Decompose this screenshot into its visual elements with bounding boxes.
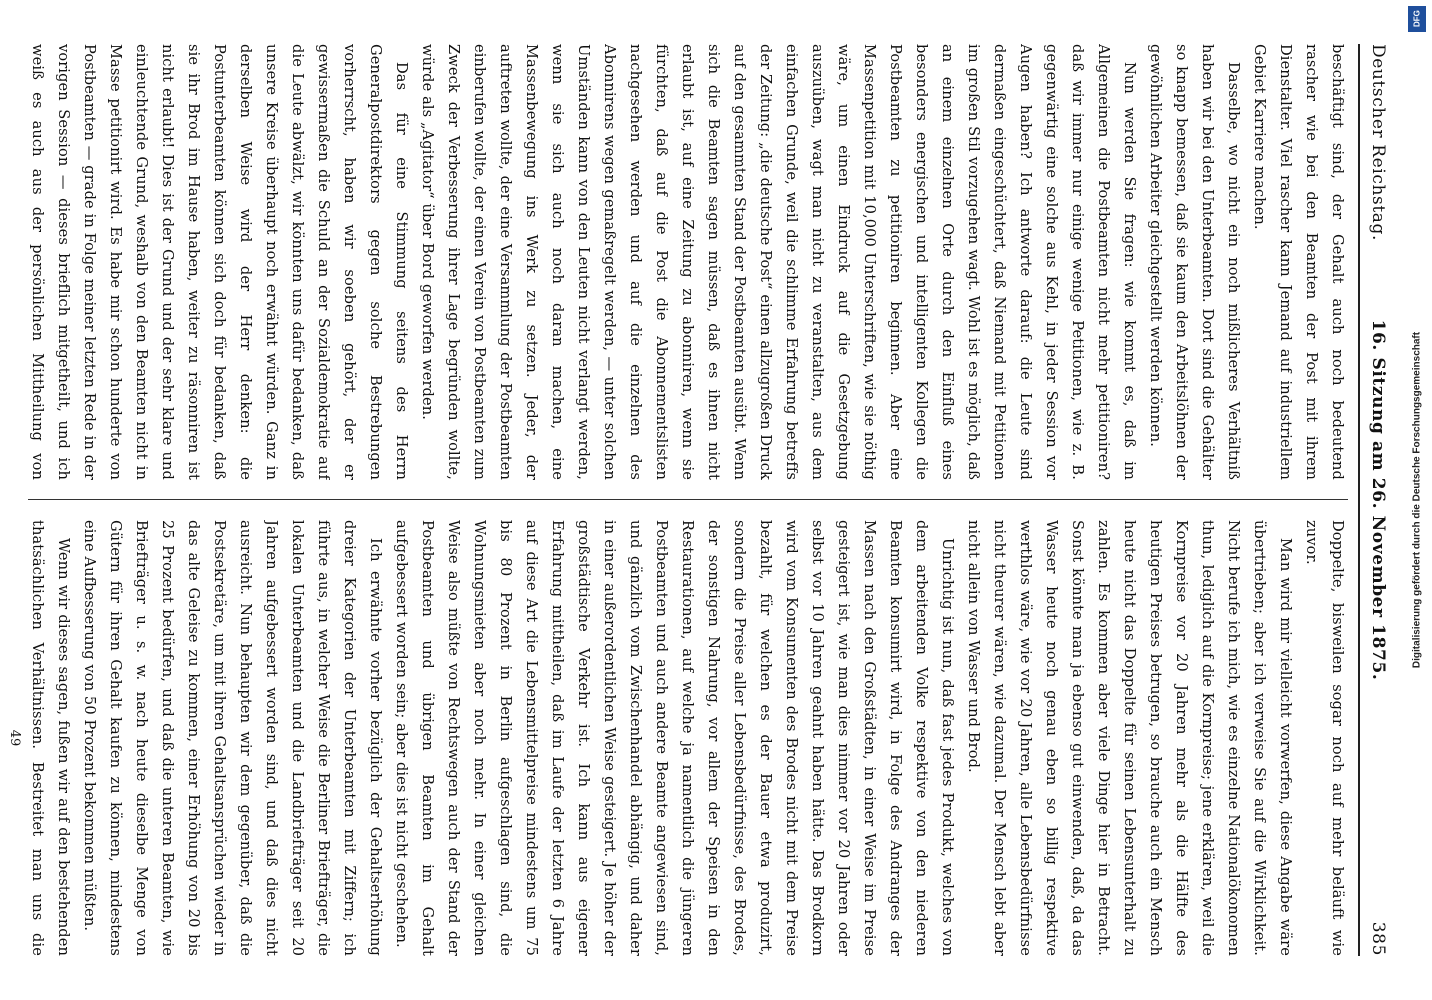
paragraph: Dasselbe, wo nicht ein noch mißlicheres Verhältniß haben wir bei den Unterbeamten. Dort sind die Gehälter so knapp bemessen, daß sie kaum den Arbeitslöhnen der gewöhnlichen Arbeiter gleichgestellt werden können. [1147, 44, 1242, 480]
paragraph: Doppelte, bisweilen sogar noch auf mehr beläuft wie zuvor. [1303, 520, 1346, 956]
header-session-title: 16. Sitzung am 26. November 1875. [1368, 319, 1388, 681]
dfg-logo: DFG [1408, 6, 1426, 32]
text-column-left [20, 44, 1350, 480]
paragraph: Unrichtig ist nun, daß fast jedes Produkt, welches von dem arbeitenden Volke respektive von den niederen Beamten konsumirt wird, in Folge des Andranges der Massen nach den Großstädten, in einer Weise im Preise gesteigert ist, wie man dies nimmer vor 20 Jahren oder selbst vor 10 Jahren geahnt haben hätte. Das Brodkorn wird vom Konsumenten des Brodes nicht mit dem Preise bezahlt, für welchen es der Bauer etwa produzirt, sondern die Preise aller Lebensbedürfnisse, des Brodes, der sonstigen Nahrung, vor allem der Speisen in den Restaurationen, auf welche ja namentlich die jüngeren Postbeamten und auch andere Beamte angewiesen sind, und gänzlich vom Zwischenhandel abhängig, und daher in einer außerordentlichen Weise gesteigert. Je höher der großstädtische Verkehr ist. Ich kann aus eigener Erfahrung mittheilen, daß im Laufe der letzten 6 Jahre auf diese Art die Lebensmittelpreise mindestens um 75 bis 80 Prozent in Berlin aufgeschlagen sind, die Wohnungsmieten aber noch mehr. In einer gleichen Weise also müßte von Rechtswegen auch der Stand der Postbeamten und übrigen Beamten im Gehalt aufgebessert worden sein; aber dies ist nicht geschehen. [393, 520, 956, 956]
paragraph: beschäftigt sind, der Gehalt auch noch bedeutend rascher wie bei den Beamten der Post mit ihrem Dienstalter. Viel rascher kann Jemand auf industriellem Gebiet Karriere machen. [1251, 44, 1346, 480]
credit-text: Digitalisierung gefördert durch die Deutsche Forschungsgemeinschaft [1411, 331, 1423, 669]
header-left-title: Deutscher Reichstag. [1368, 44, 1388, 241]
paragraph: Ich erwähnte vorher bezüglich der Gehaltserhöhung dreier Kategorien der Unterbeamten mit Ziffern; ich führte aus, in welcher Weise die Berliner Briefträger, die lokalen Unterbeamten und die Landbriefträger seit 20 Jahren aufgebessert worden sind, und daß dies nicht ausreicht. Nun behaupten wir dem gegenüber, daß die Postsekretäre, um mit ihren Gehaltsansprüchen wieder in das alte Geleise zu kommen, einer Erhöhung von 20 bis 25 Prozent bedürfen, und daß die unteren Beamten, wie Briefträger u. s. w. nach heute dieselbe Menge von Gütern für ihren Gehalt kaufen zu können, mindestens eine Aufbesserung von 50 Prozent bekommen müßten. [81, 520, 384, 956]
text-column-right [20, 520, 1350, 956]
page-number: 385 [1368, 921, 1388, 956]
signature-mark: 49 [7, 729, 22, 747]
paragraph: Man wird mir vielleicht vorwerfen, diese Angabe wäre übertrieben; aber ich verweise Sie auf die Wirklichkeit. Nicht berufe ich mich, wie es einzelne Nationalökonomen thun, lediglich auf die Kornpreise; jene erklären, weil die Kornpreise vor 20 Jahren mehr als die Hälfte des heutigen Preises betrugen, so brauche auch ein Mensch heute nicht das Doppelte für seinen Lebensunterhalt zu zahlen. Es kommen aber viele Dinge hier in Betracht. Sonst könnte man ja ebenso gut einwenden, daß, da das Wasser heute noch genau eben so billig respektive werthlos wäre, wie vor 20 Jahren, alle Lebensbedürfnisse nicht theurer wären, wie dazumal. Der Mensch lebt aber nicht allein von Wasser und Brod. [965, 520, 1294, 956]
paragraph: Wenn wir dieses sagen, fußen wir auf den bestehenden thatsächlichen Verhältnissen. Bestreitet man uns die [29, 520, 72, 956]
column-divider [28, 499, 1348, 500]
page-header [1358, 44, 1394, 956]
paragraph: Nun werden Sie fragen: wie kommt es, daß im Allgemeinen die Postbeamten nicht mehr petitioniren? daß wir immer nur einige wenige Petitionen, wie z. B. gegenwärtig eine solche aus Kehl, in jeder Session vor Augen haben? Ich antworte darauf: die Leute sind dermaßen eingeschüchtert, daß Niemand mit Petitionen im großen Stil vorzugehen wagt. Wohl ist es möglich, daß an einem einzelnen Orte durch den Einfluß eines besonders energischen und intelligenten Kollegen die Postbeamten zu petitioniren beginnen. Aber eine Massenpetition mit 10,000 Unterschriften, wie sie nöthig wäre, um einen Eindruck auf die Gesetzgebung auszuüben, wagt man nicht zu veranstalten, aus dem einfachen Grunde, weil die schlimme Erfahrung betreffs der Zeitung: „die deutsche Post“ einen allzugroßen Druck auf den gesammten Stand der Postbeamten ausübt. Wenn sich die Beamten sagen müssen, daß es ihnen nicht erlaubt ist, auf eine Zeitung zu abonniren, wenn sie fürchten, daß auf die Post die Abonnementslisten nachgesehen werden und auf die einzelnen des Abonnirens wegen gemaßregelt werden, — unter solchen Umständen kann von den Leuten nicht verlangt werden, wenn sie sich auch noch daran machen, eine Massenbewegung ins Werk zu setzen. Jeder, der auftreten wollte, der eine Versammlung der Postbeamten einberufen wollte, der einen Verein von Postbeamten zum Zweck der Verbesserung ihrer Lage begründen wollte, würde als „Agitator“ über Bord geworfen werden. [419, 44, 1138, 480]
paragraph: Das für eine Stimmung seitens des Herrn Generalpostdirektors gegen solche Bestrebungen vorherrscht, haben wir soeben gehört, der er gewissermaßen die Schuld an der Sozialdemokratie auf die Leute abwälzt, wir könnten uns dafür bedanken, daß unsere Kreise überhaupt noch erwähnt würden. Ganz in derselben Weise wird der Herr denken: die Postunterbeamten können sich doch für bedanken, daß sie ihr Brod im Hause haben, weiter zu räsonniren ist nicht erlaubt! Dies ist der Grund und der sehr klare und einleuchtende Grund, weshalb von den Beamten nicht in Masse petitionirt wird. Es habe mir schon hunderte von Postbeamten — grade in Folge meiner letzten Rede in der vorigen Session — dieses brieflich mitgetheilt, und ich weiß es auch aus der persönlichen Mittheilung von [29, 44, 410, 480]
